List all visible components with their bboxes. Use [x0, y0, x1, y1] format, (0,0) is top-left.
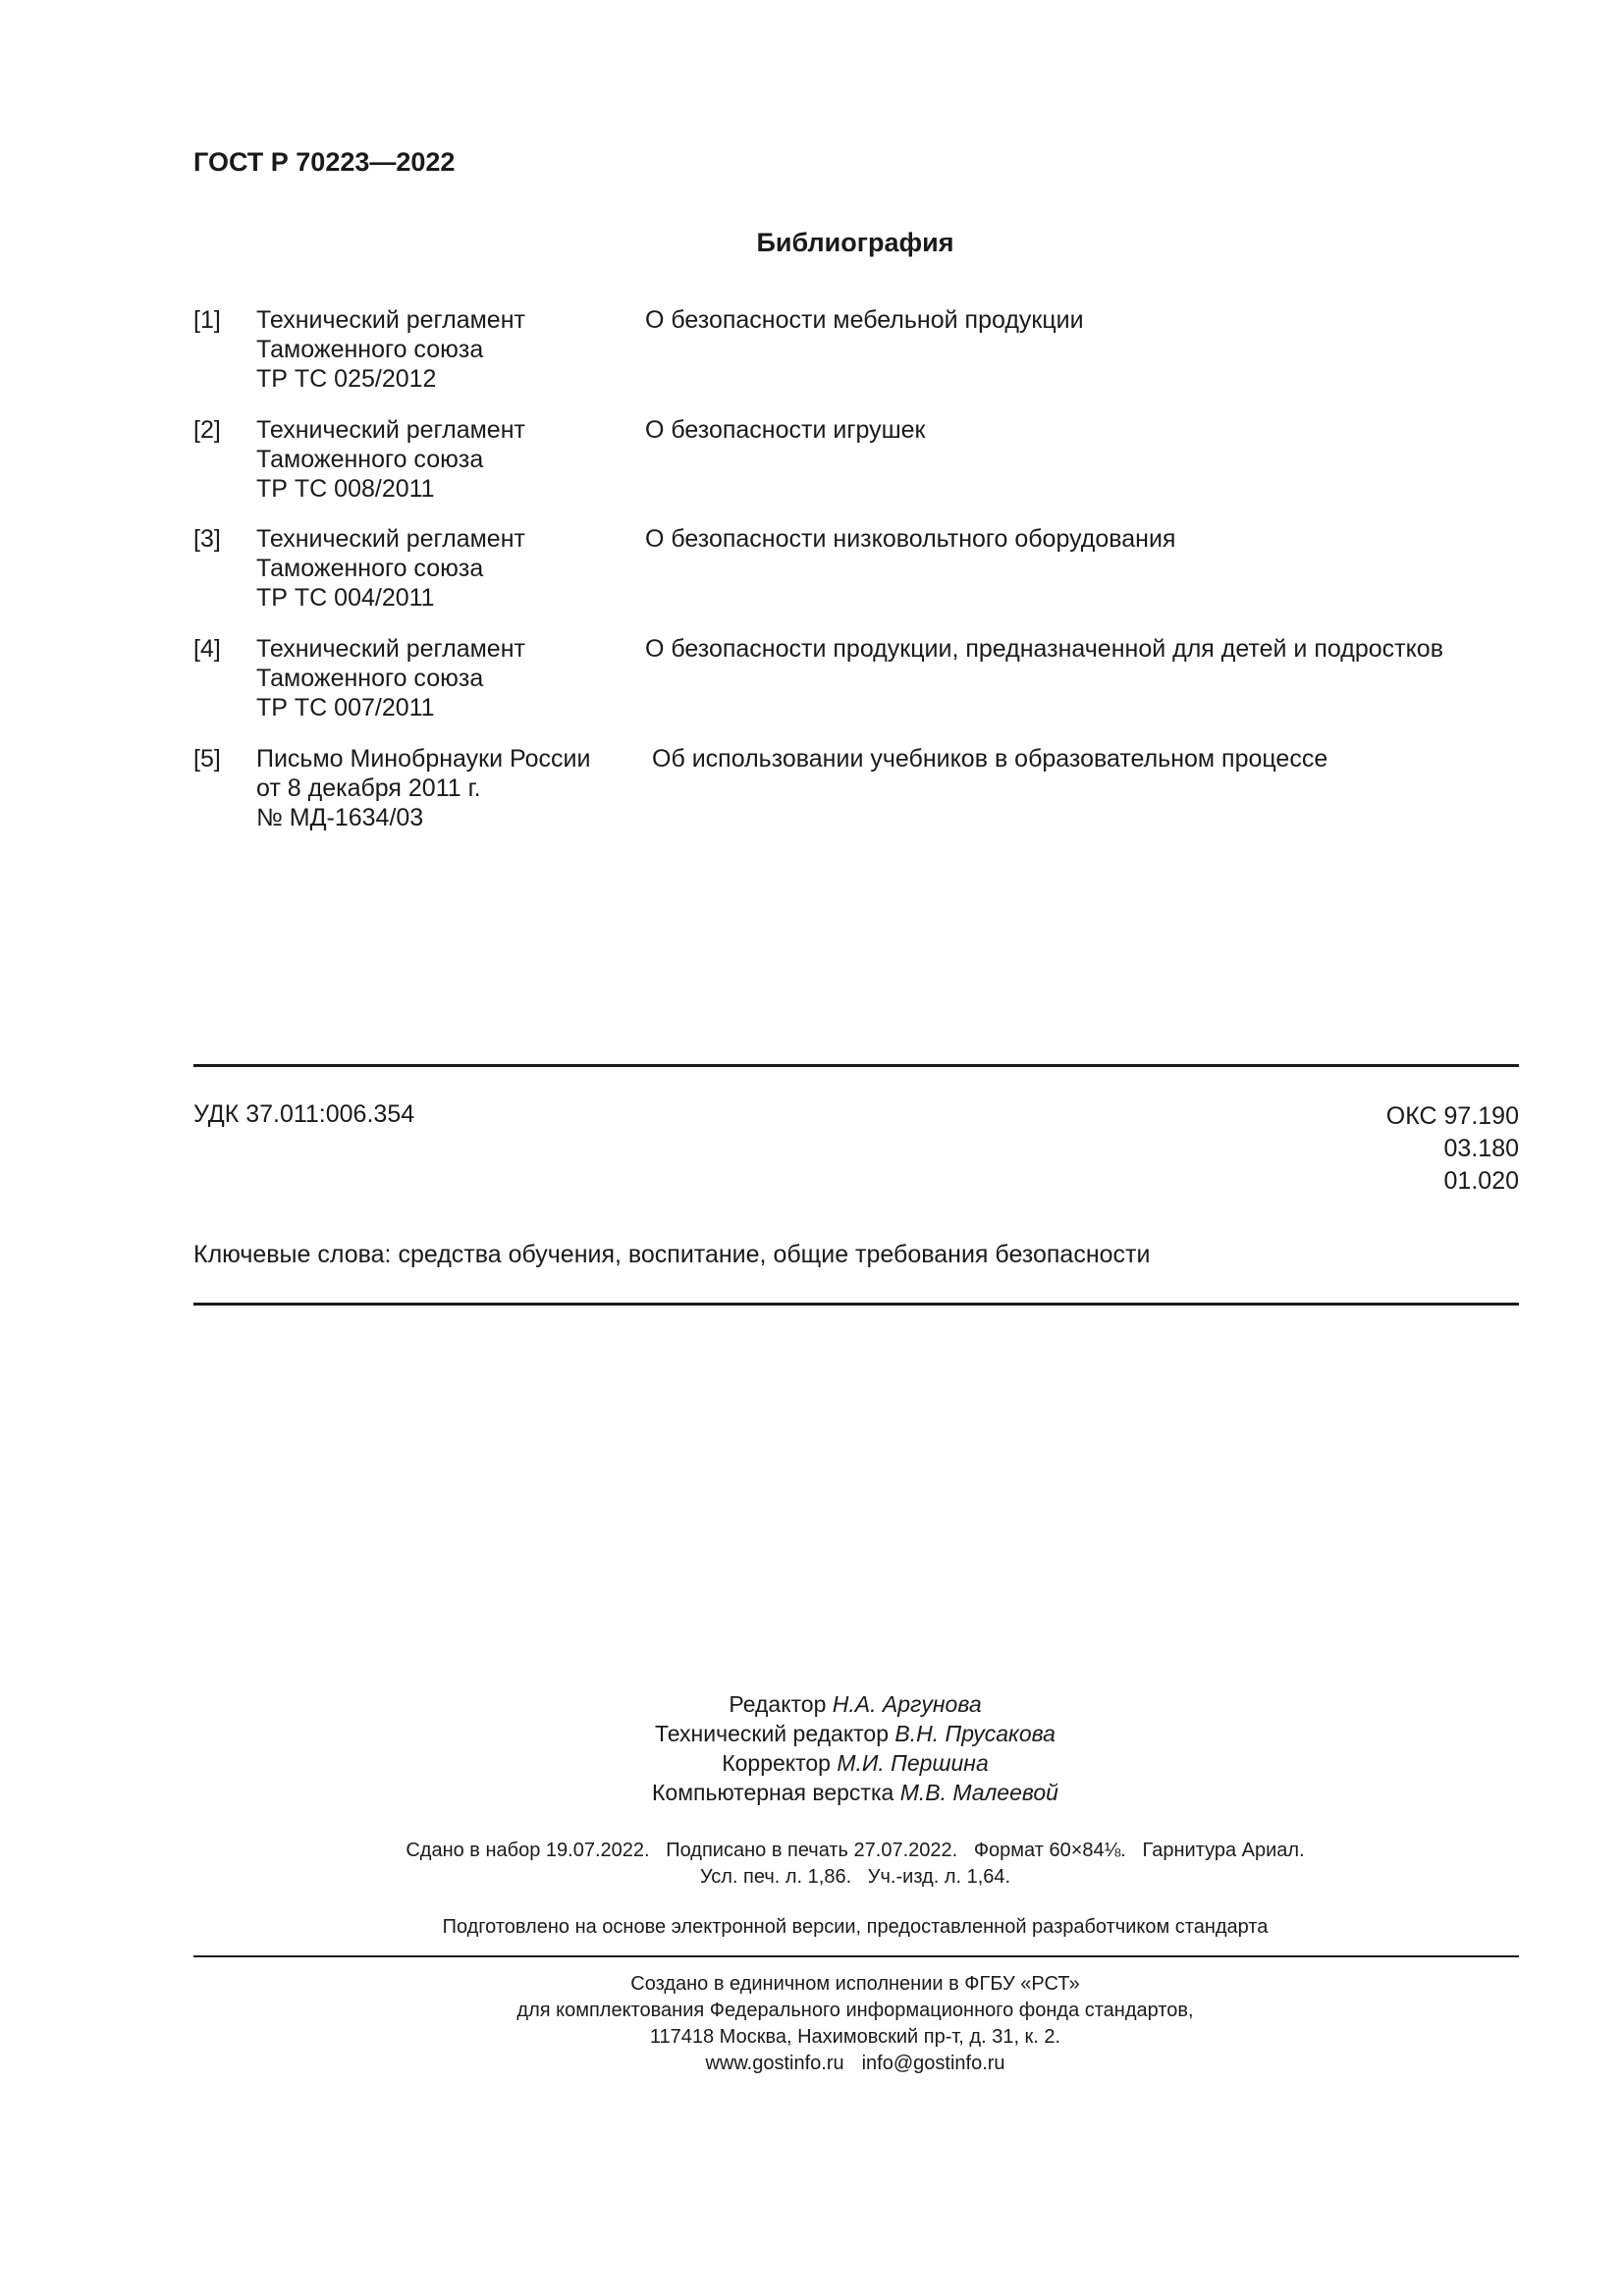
prepared-note: Подготовлено на основе электронной версии, предоставленной разработчиком стандарта — [442, 1916, 1269, 1938]
credit-role: Компьютерная верстка — [652, 1780, 894, 1805]
entry-number: [3] — [193, 525, 221, 553]
credits-block — [0, 1689, 1624, 1807]
imprint-block — [0, 1838, 1624, 1891]
entry-title: О безопасности низковольтного оборудования — [645, 525, 1176, 553]
entry-number: [4] — [193, 635, 221, 663]
entry-source-line: от 8 декабря 2011 г. — [256, 774, 481, 802]
publisher-block — [0, 1971, 1624, 2077]
divider — [193, 1955, 1519, 1957]
oks-code: 01.020 — [1443, 1167, 1519, 1195]
credit-proofreader — [0, 1748, 1624, 1778]
credit-person: М.И. Першина — [837, 1750, 989, 1776]
entry-source-line: ТР ТС 025/2012 — [256, 365, 437, 393]
udk-code: УДК 37.011:006.354 — [193, 1100, 415, 1128]
entry-source-line: Технический регламент — [256, 306, 525, 334]
entry-source — [256, 744, 590, 832]
credit-role: Технический редактор — [655, 1721, 890, 1746]
credit-layout — [0, 1778, 1624, 1807]
entry-source — [256, 305, 525, 394]
divider — [193, 1303, 1519, 1306]
divider — [193, 1064, 1519, 1067]
credit-role: Редактор — [729, 1691, 827, 1717]
entry-source — [256, 634, 525, 722]
entry-source — [256, 415, 525, 504]
credit-person: В.Н. Прусакова — [894, 1721, 1056, 1746]
entry-title: О безопасности игрушек — [645, 416, 926, 444]
credit-person: Н.А. Аргунова — [832, 1691, 982, 1717]
credit-tech-editor — [0, 1719, 1624, 1748]
entry-title: О безопасности мебельной продукции — [645, 306, 1084, 334]
imprint-line: Усл. печ. л. 1,86. Уч.-изд. л. 1,64. — [699, 1866, 1011, 1888]
entry-source — [256, 524, 525, 613]
entry-source-line: Технический регламент — [256, 525, 525, 553]
entry-source-line: Таможенного союза — [256, 665, 484, 692]
publisher-line: Создано в единичном исполнении в ФГБУ «РСТ» — [630, 1973, 1080, 1995]
entry-title: Об использовании учебников в образовательном процессе — [652, 745, 1328, 773]
keywords: Ключевые слова: средства обучения, воспитание, общие требования безопасности — [193, 1241, 1151, 1268]
entry-source-line: ТР ТС 008/2011 — [256, 475, 435, 503]
credit-editor — [0, 1689, 1624, 1719]
entry-number: [1] — [193, 306, 221, 334]
entry-source-line: Таможенного союза — [256, 336, 484, 363]
website-link[interactable]: www.gostinfo.ru — [705, 2053, 844, 2074]
entry-source-line: ТР ТС 004/2011 — [256, 584, 435, 612]
publisher-line: для комплектования Федерального информационного фонда стандартов, — [516, 2000, 1194, 2021]
oks-code: ОКС 97.190 — [1385, 1102, 1519, 1130]
oks-code: 03.180 — [1443, 1135, 1519, 1162]
credit-role: Корректор — [722, 1750, 831, 1776]
bibliography-title: Библиография — [756, 228, 954, 257]
email-link[interactable]: info@gostinfo.ru — [861, 2053, 1005, 2074]
imprint-line: Сдано в набор 19.07.2022. Подписано в печать 27.07.2022. Формат 60×84⅛. Гарнитура Ариал. — [406, 1840, 1305, 1861]
document-code: ГОСТ Р 70223—2022 — [193, 147, 456, 177]
entry-number: [5] — [193, 745, 221, 773]
entry-source-line: Таможенного союза — [256, 555, 484, 582]
oks-codes — [1386, 1100, 1519, 1198]
entry-source-line: Письмо Минобрнауки России — [256, 745, 591, 773]
entry-source-line: № МД-1634/03 — [256, 804, 424, 831]
credit-person: М.В. Малеевой — [899, 1780, 1058, 1805]
publisher-line: 117418 Москва, Нахимовский пр-т, д. 31, к. 2. — [649, 2026, 1061, 2048]
entry-source-line: Технический регламент — [256, 416, 525, 444]
entry-number: [2] — [193, 416, 221, 444]
publisher-contacts — [0, 2051, 1624, 2077]
entry-source-line: Таможенного союза — [256, 446, 484, 473]
entry-source-line: ТР ТС 007/2011 — [256, 694, 435, 721]
entry-source-line: Технический регламент — [256, 635, 525, 663]
entry-title: О безопасности продукции, предназначенной для детей и подростков — [645, 635, 1443, 663]
